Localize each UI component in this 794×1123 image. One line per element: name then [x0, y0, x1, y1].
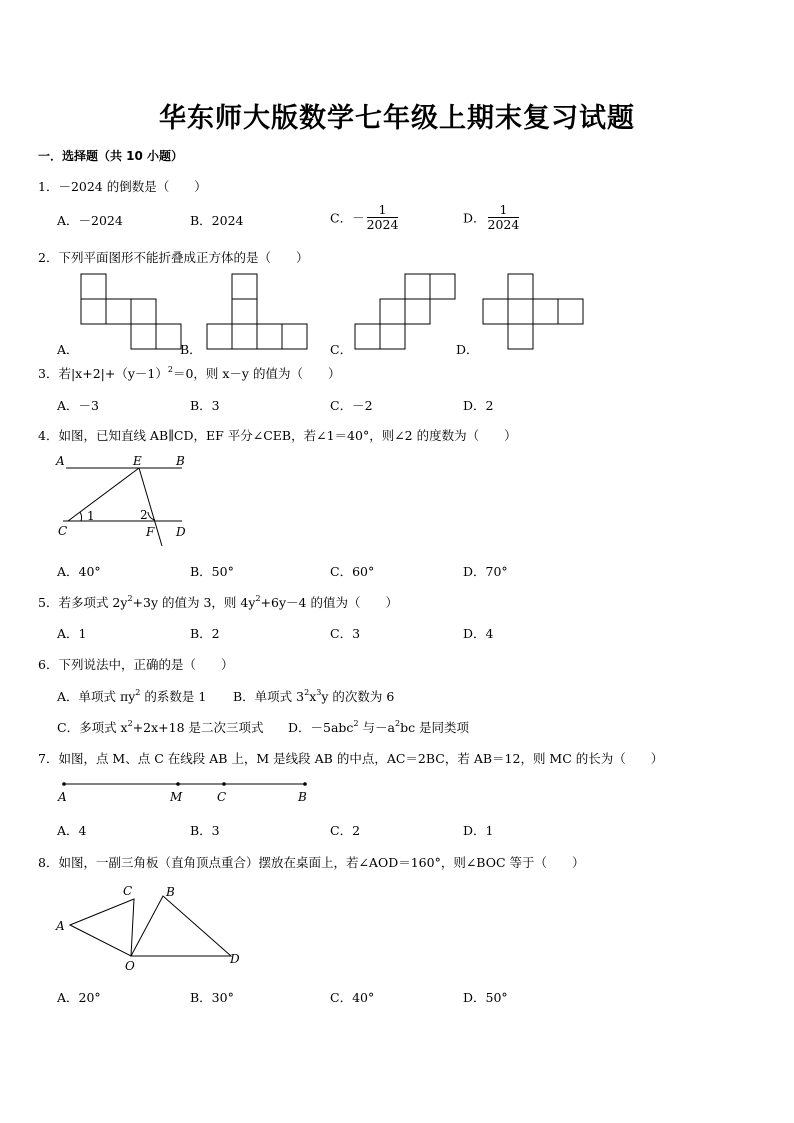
q4-angle-1: 1 [87, 509, 95, 523]
q5-option-b: B．2 [190, 626, 220, 641]
q8-option-b: B．30° [190, 990, 234, 1005]
q4-option-a: A．40° [57, 564, 101, 579]
q5-option-a: A．1 [57, 626, 87, 641]
q8-option-a: A．20° [57, 990, 101, 1005]
q5-option-c: C．3 [330, 626, 361, 641]
q8-option-d: D．50° [463, 990, 508, 1005]
q6-option-b: B．单项式 $3^2x^3y$ 的次数为 6 [233, 688, 395, 704]
q4-option-b: B．50° [190, 564, 234, 579]
q4-option-c: C．60° [330, 564, 375, 579]
q7-label-b: B [298, 790, 307, 804]
q7-label-c: C [217, 790, 227, 804]
q8-label-d: D [230, 952, 240, 966]
q4-label-a: A [56, 454, 65, 468]
q7-option-c: C．2 [330, 823, 361, 838]
q4-label-e: E [133, 454, 142, 468]
page-title: 华东师大版数学七年级上期末复习试题 [159, 103, 635, 134]
q8-option-c: C．40° [330, 990, 375, 1005]
question-6-stem: 6．下列说法中，正确的是（ ） [38, 657, 234, 672]
q1-option-c: C．－ $\frac{1}{2024}$ [330, 202, 399, 232]
q6-option-d: D．－5abc$^2$ 与$-a^2bc$ 是同类项 [288, 719, 470, 735]
q7-option-b: B．3 [190, 823, 220, 838]
q4-angle-2: 2 [140, 508, 148, 522]
question-1-stem: 1．－2024 的倒数是（ ） [38, 179, 207, 194]
q4-label-b: B [176, 454, 185, 468]
q2-option-a: A． [57, 342, 79, 357]
q7-label-a: A [58, 790, 67, 804]
q1-option-d: D． $\frac{1}{2024}$ [463, 202, 520, 232]
section-heading: 一．选择题（共 10 小题） [38, 149, 184, 163]
q1-option-a: A．－2024 [57, 213, 123, 228]
q6-option-a: A．单项式 $\pi y^2$ 的系数是 1 [57, 688, 207, 704]
question-2-stem: 2．下列平面图形不能折叠成正方体的是（ ） [38, 250, 309, 265]
question-3-stem: 3．若$|x+2|+(y-1)^2=0$，则 x－y 的值为（ ） [38, 365, 341, 381]
question-8-stem: 8．如图，一副三角板（直角顶点重合）摆放在桌面上，若∠AOD＝160°，则∠BOC 等于（ ） [38, 855, 585, 870]
q6-option-c: C．多项式 $x^2+2x+18$ 是二次三项式 [57, 719, 264, 735]
q8-label-a: A [56, 919, 65, 933]
q8-label-b: B [166, 885, 175, 899]
q2-option-b: B． [180, 342, 202, 357]
q3-option-d: D．2 [463, 398, 494, 413]
q1-option-b: B．2024 [190, 213, 244, 228]
q3-option-a: A．－3 [57, 398, 99, 413]
q8-label-c: C [123, 884, 133, 898]
q7-option-d: D．1 [463, 823, 494, 838]
q2-option-d: D． [456, 342, 479, 357]
q7-label-m: M [170, 790, 183, 804]
question-7-stem: 7．如图，点 M、点 C 在线段 AB 上，M 是线段 AB 的中点，AC＝2BC，若 AB＝12，则 MC 的长为（ ） [38, 751, 664, 766]
q8-label-o: O [125, 959, 135, 973]
question-4-stem: 4．如图，已知直线 AB∥CD，EF 平分∠CEB，若∠1＝40°，则∠2 的度数为（ ） [38, 428, 517, 443]
q2-option-c: C． [330, 342, 353, 357]
q5-option-d: D．4 [463, 626, 494, 641]
q4-label-f: F [146, 525, 155, 539]
q3-option-b: B．3 [190, 398, 220, 413]
q4-label-d: D [176, 525, 186, 539]
q4-label-c: C [58, 524, 68, 538]
q4-option-d: D．70° [463, 564, 508, 579]
question-5-stem: 5．若多项式 $2y^2+3y$ 的值为 3，则 $4y^2+6y-4$ 的值为（ ） [38, 594, 398, 610]
q7-option-a: A．4 [57, 823, 87, 838]
q3-option-c: C．－2 [330, 398, 373, 413]
